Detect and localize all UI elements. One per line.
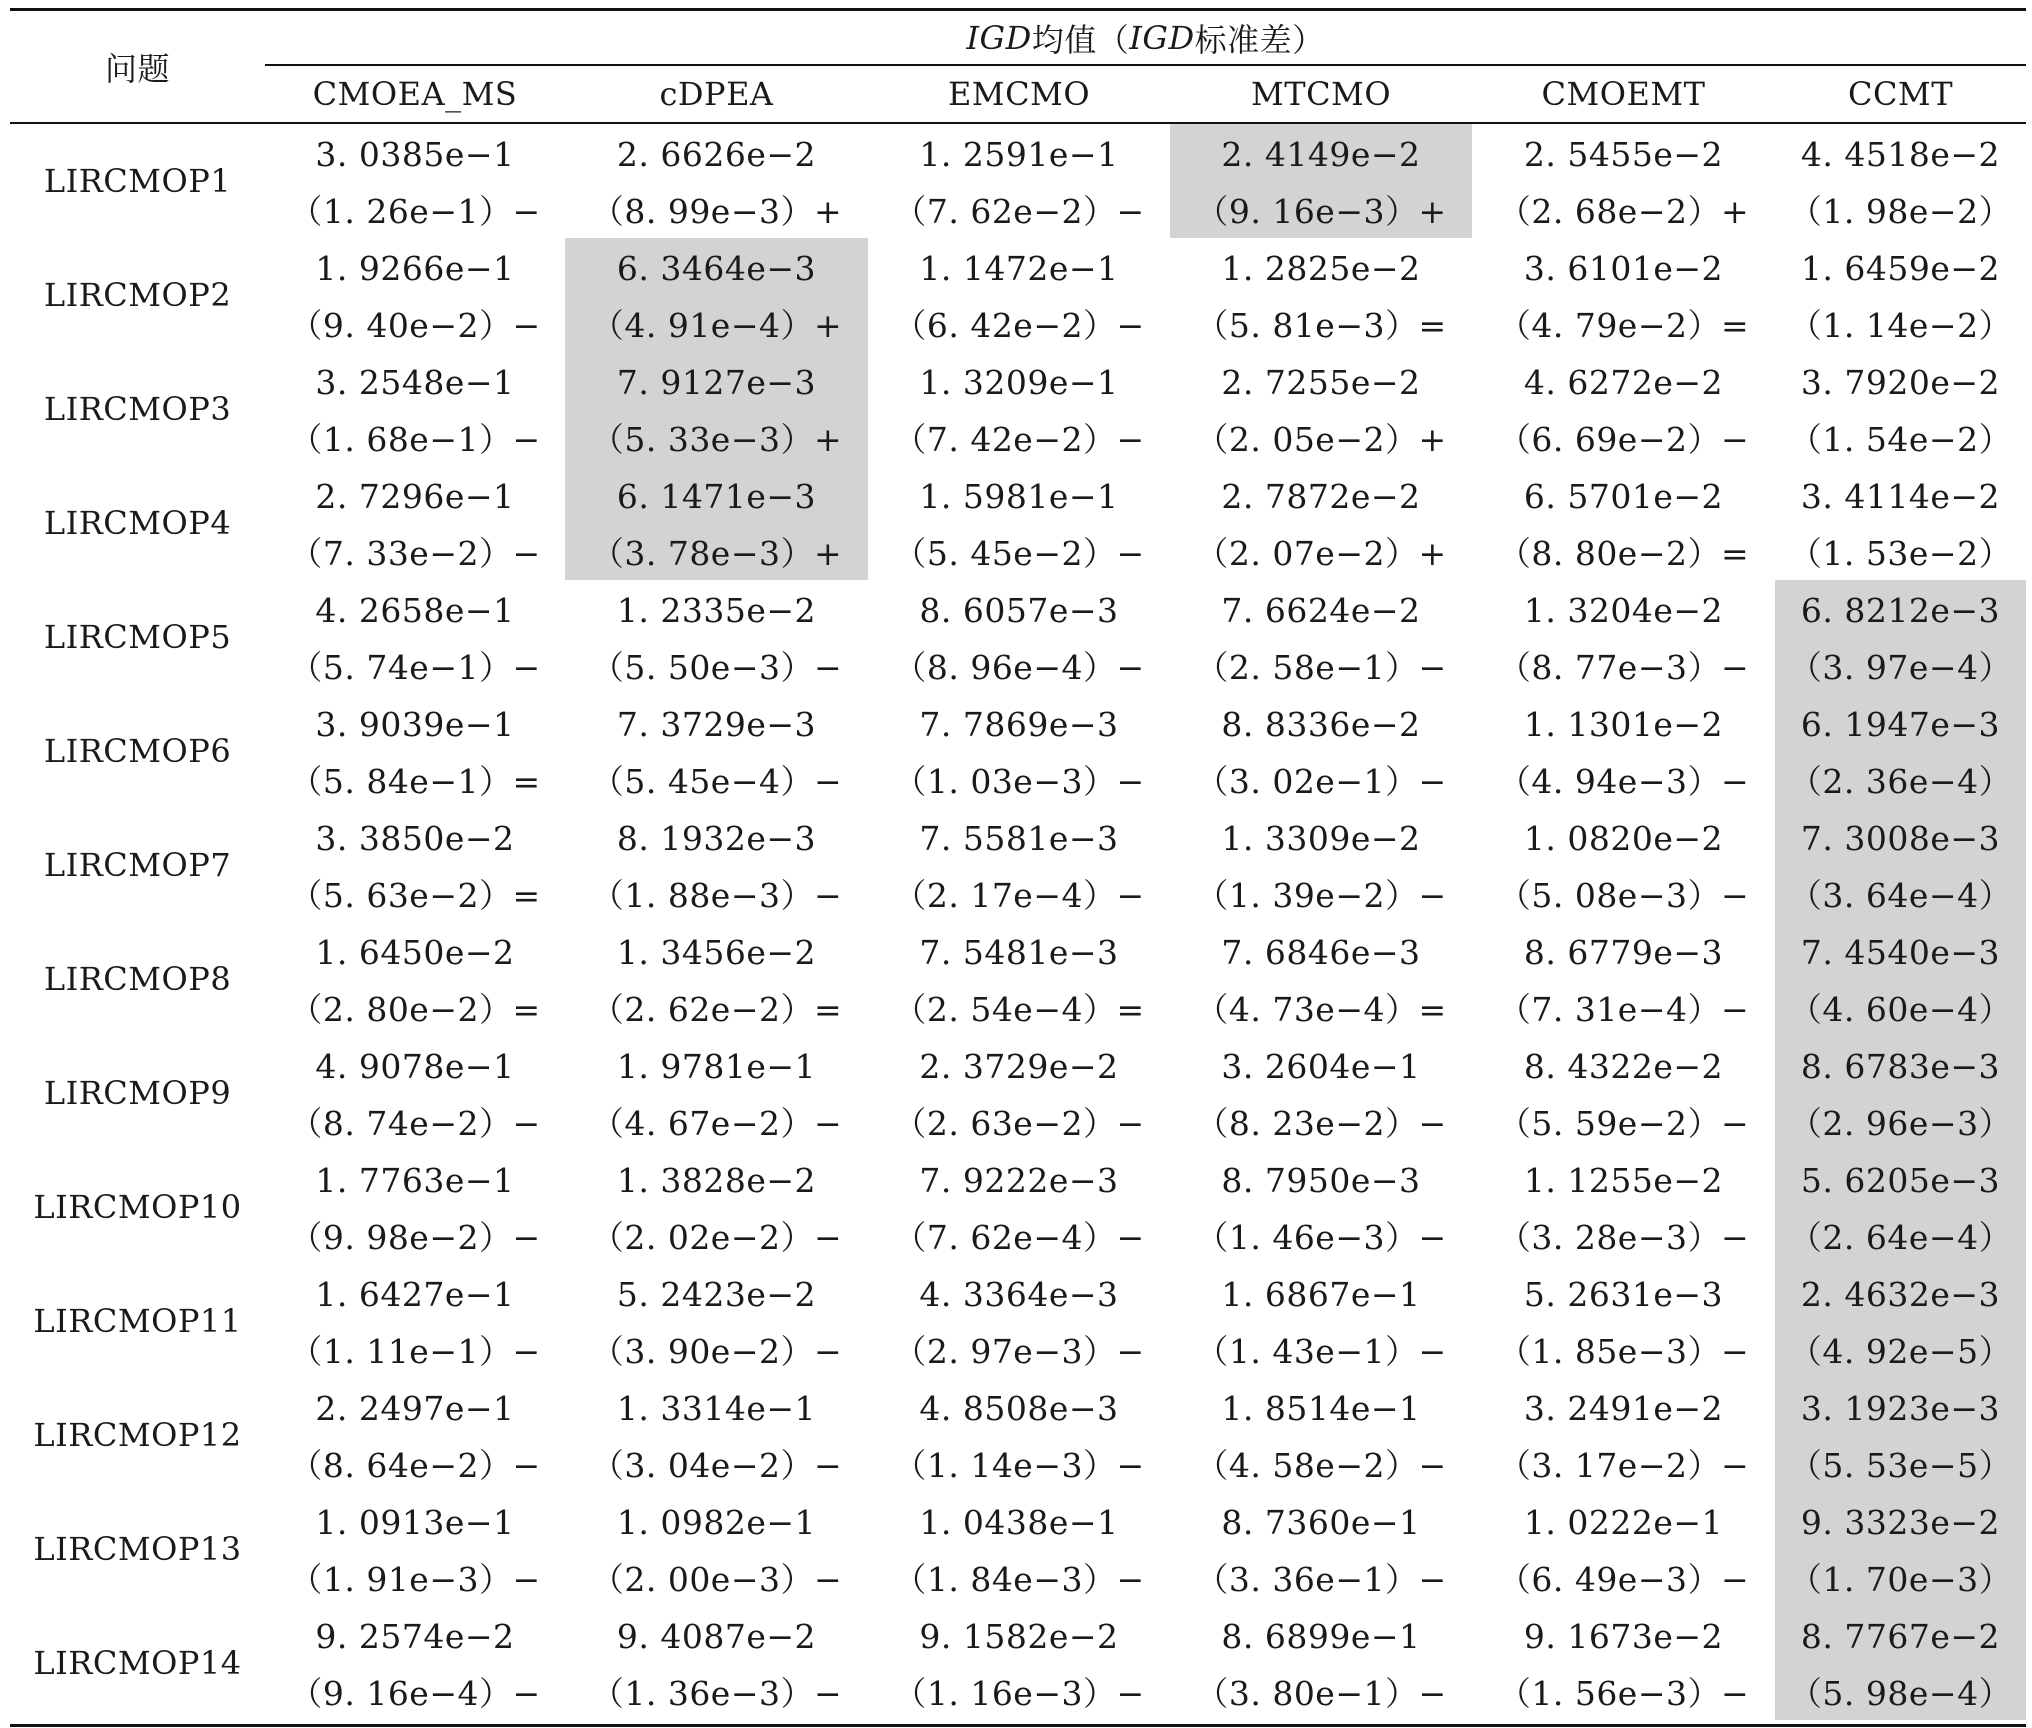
igd-mean: 3. 2604e−1: [1221, 1047, 1421, 1086]
igd-mean: 2. 7296e−1: [315, 477, 515, 516]
igd-std: （1. 88e−3）−: [590, 876, 843, 915]
igd-std: （7. 31e−4）−: [1497, 990, 1750, 1029]
igd-std: （2. 54e−4）=: [893, 990, 1145, 1029]
igd-mean: 1. 0913e−1: [315, 1503, 515, 1542]
group-header: [265, 11, 2026, 64]
igd-std: （5. 33e−3）+: [590, 420, 843, 459]
igd-mean: 2. 7872e−2: [1221, 477, 1421, 516]
group-header-std: 标准差）: [1194, 20, 1325, 59]
igd-mean: 5. 6205e−3: [1800, 1161, 2001, 1200]
igd-std: （3. 97e−4）: [1788, 648, 2013, 687]
group-header-igd: IGD: [966, 18, 1032, 57]
igd-std: （1. 36e−3）−: [590, 1674, 843, 1713]
igd-std: （2. 63e−2）−: [893, 1104, 1145, 1143]
igd-std: （9. 16e−4）−: [289, 1674, 541, 1713]
igd-mean: 3. 9039e−1: [315, 705, 515, 744]
igd-mean: 7. 6624e−2: [1221, 591, 1421, 630]
group-header-igd-2: IGD: [1129, 18, 1195, 57]
problem-name: LIRCMOP6: [43, 732, 232, 770]
igd-mean: 1. 3204e−2: [1523, 591, 1724, 630]
igd-mean: 5. 2423e−2: [616, 1275, 817, 1314]
igd-mean: 2. 6626e−2: [616, 135, 817, 174]
igd-mean: 1. 3209e−1: [919, 363, 1119, 402]
problem-name: LIRCMOP11: [33, 1302, 242, 1340]
igd-mean: 2. 4149e−2: [1221, 135, 1421, 174]
igd-std: （1. 84e−3）−: [893, 1560, 1145, 1599]
igd-std: （1. 26e−1）−: [289, 192, 541, 231]
igd-std: （5. 59e−2）−: [1497, 1104, 1750, 1143]
igd-std: （7. 62e−2）−: [893, 192, 1145, 231]
igd-std: （8. 77e−3）−: [1497, 648, 1750, 687]
igd-mean: 7. 9222e−3: [919, 1161, 1119, 1200]
column-header: CMOEA_MS: [312, 75, 518, 113]
igd-mean: 4. 9078e−1: [315, 1047, 515, 1086]
bottom-rule: [10, 1724, 2026, 1727]
problem-name: LIRCMOP2: [43, 276, 232, 314]
igd-mean: 7. 6846e−3: [1221, 933, 1421, 972]
igd-std: （3. 78e−3）+: [590, 534, 843, 573]
igd-mean: 1. 1301e−2: [1523, 705, 1724, 744]
igd-std: （1. 46e−3）−: [1195, 1218, 1447, 1257]
igd-std: （5. 74e−1）−: [289, 648, 541, 687]
igd-std: （7. 33e−2）−: [289, 534, 541, 573]
igd-std: （2. 97e−3）−: [893, 1332, 1145, 1371]
igd-mean: 8. 6783e−3: [1800, 1047, 2001, 1086]
igd-std: （2. 64e−4）: [1788, 1218, 2013, 1257]
igd-mean: 8. 6057e−3: [919, 591, 1119, 630]
column-header: CCMT: [1847, 75, 1954, 113]
igd-mean: 8. 7360e−1: [1221, 1503, 1421, 1542]
igd-std: （4. 60e−4）: [1788, 990, 2013, 1029]
igd-std: （1. 56e−3）−: [1497, 1674, 1750, 1713]
igd-std: （1. 14e−3）−: [893, 1446, 1145, 1485]
igd-mean: 1. 8514e−1: [1221, 1389, 1421, 1428]
igd-mean: 1. 6459e−2: [1800, 249, 2001, 288]
problem-header: [10, 11, 265, 122]
igd-mean: 7. 4540e−3: [1800, 933, 2001, 972]
igd-std: （2. 68e−2）+: [1497, 192, 1750, 231]
igd-std: （2. 58e−1）−: [1195, 648, 1447, 687]
igd-mean: 1. 0222e−1: [1523, 1503, 1724, 1542]
igd-std: （7. 62e−4）−: [893, 1218, 1145, 1257]
igd-mean: 3. 2491e−2: [1523, 1389, 1724, 1428]
problem-name: LIRCMOP14: [33, 1644, 242, 1682]
igd-std: （8. 23e−2）−: [1195, 1104, 1447, 1143]
igd-std: （4. 91e−4）+: [590, 306, 843, 345]
igd-mean: 2. 4632e−3: [1800, 1275, 2001, 1314]
problem-name: LIRCMOP3: [43, 390, 232, 428]
igd-mean: 2. 3729e−2: [919, 1047, 1119, 1086]
igd-std: （7. 42e−2）−: [893, 420, 1145, 459]
igd-mean: 1. 9781e−1: [616, 1047, 817, 1086]
igd-std: （1. 14e−2）: [1788, 306, 2013, 345]
igd-std: （5. 45e−4）−: [590, 762, 843, 801]
problem-header-label: 问题: [104, 49, 170, 88]
igd-std: （4. 67e−2）−: [590, 1104, 843, 1143]
igd-std: （8. 96e−4）−: [893, 648, 1145, 687]
igd-std: （9. 40e−2）−: [289, 306, 541, 345]
igd-mean: 6. 3464e−3: [616, 249, 817, 288]
igd-std: （1. 39e−2）−: [1195, 876, 1447, 915]
problem-name: LIRCMOP1: [43, 162, 232, 200]
igd-mean: 3. 3850e−2: [315, 819, 515, 858]
igd-std: （1. 43e−1）−: [1195, 1332, 1447, 1371]
igd-mean: 7. 5581e−3: [919, 819, 1119, 858]
igd-std: （2. 05e−2）+: [1195, 420, 1447, 459]
igd-std: （5. 63e−2）=: [289, 876, 541, 915]
igd-mean: 4. 6272e−2: [1523, 363, 1724, 402]
igd-mean: 6. 8212e−3: [1800, 591, 2001, 630]
igd-mean: 7. 3729e−3: [616, 705, 817, 744]
igd-std: （3. 36e−1）−: [1195, 1560, 1447, 1599]
igd-std: （5. 08e−3）−: [1497, 876, 1750, 915]
igd-mean: 1. 0982e−1: [616, 1503, 817, 1542]
igd-mean: 1. 5981e−1: [919, 477, 1119, 516]
igd-mean: 1. 1472e−1: [919, 249, 1119, 288]
igd-std: （1. 85e−3）−: [1497, 1332, 1750, 1371]
igd-mean: 4. 8508e−3: [919, 1389, 1119, 1428]
igd-mean: 2. 2497e−1: [315, 1389, 515, 1428]
problem-name: LIRCMOP8: [43, 960, 232, 998]
igd-mean: 1. 1255e−2: [1523, 1161, 1724, 1200]
problem-name: LIRCMOP13: [33, 1530, 242, 1568]
igd-mean: 8. 4322e−2: [1523, 1047, 1724, 1086]
igd-mean: 3. 1923e−3: [1800, 1389, 2001, 1428]
igd-mean: 1. 9266e−1: [315, 249, 515, 288]
igd-std: （4. 92e−5）: [1788, 1332, 2013, 1371]
problem-name: LIRCMOP5: [43, 618, 232, 656]
igd-std: （3. 02e−1）−: [1195, 762, 1447, 801]
igd-mean: 1. 6427e−1: [315, 1275, 515, 1314]
igd-mean: 7. 5481e−3: [919, 933, 1119, 972]
igd-mean: 5. 2631e−3: [1523, 1275, 1724, 1314]
igd-mean: 3. 2548e−1: [315, 363, 515, 402]
column-header: CMOEMT: [1541, 75, 1706, 113]
igd-std: （3. 90e−2）−: [590, 1332, 843, 1371]
igd-mean: 4. 2658e−1: [315, 591, 515, 630]
igd-std: （3. 28e−3）−: [1497, 1218, 1750, 1257]
igd-mean: 9. 1582e−2: [919, 1617, 1119, 1656]
igd-std: （1. 53e−2）: [1788, 534, 2013, 573]
igd-std: （1. 54e−2）: [1788, 420, 2013, 459]
igd-std: （5. 81e−3）=: [1195, 306, 1447, 345]
igd-std: （1. 03e−3）−: [893, 762, 1145, 801]
igd-std: （1. 91e−3）−: [289, 1560, 541, 1599]
igd-mean: 1. 2825e−2: [1221, 249, 1421, 288]
column-header: EMCMO: [947, 75, 1091, 113]
igd-mean: 3. 7920e−2: [1800, 363, 2001, 402]
igd-std: （2. 36e−4）: [1788, 762, 2013, 801]
igd-mean: 3. 6101e−2: [1523, 249, 1724, 288]
igd-mean: 8. 1932e−3: [616, 819, 817, 858]
igd-mean: 2. 7255e−2: [1221, 363, 1421, 402]
igd-mean: 1. 2335e−2: [616, 591, 817, 630]
igd-std: （1. 98e−2）: [1788, 192, 2013, 231]
igd-std: （5. 84e−1）=: [289, 762, 541, 801]
header-bottom-rule: [10, 122, 2026, 124]
igd-mean: 1. 3309e−2: [1221, 819, 1421, 858]
igd-mean: 1. 3456e−2: [616, 933, 817, 972]
igd-mean: 3. 4114e−2: [1800, 477, 2001, 516]
igd-std: （2. 07e−2）+: [1195, 534, 1447, 573]
igd-std: （5. 45e−2）−: [893, 534, 1145, 573]
igd-mean: 8. 6779e−3: [1523, 933, 1724, 972]
igd-mean: 6. 1471e−3: [616, 477, 817, 516]
igd-mean: 1. 6450e−2: [315, 933, 515, 972]
igd-mean: 1. 7763e−1: [315, 1161, 515, 1200]
group-header-mean: 均值（: [1031, 20, 1130, 59]
igd-std: （9. 98e−2）−: [289, 1218, 541, 1257]
igd-mean: 9. 1673e−2: [1523, 1617, 1724, 1656]
igd-std: （5. 98e−4）: [1788, 1674, 2013, 1713]
igd-mean: 7. 3008e−3: [1800, 819, 2001, 858]
igd-std: （2. 96e−3）: [1788, 1104, 2013, 1143]
igd-mean: 2. 5455e−2: [1523, 135, 1724, 174]
igd-mean: 9. 4087e−2: [616, 1617, 817, 1656]
igd-std: （4. 73e−4）=: [1195, 990, 1447, 1029]
igd-mean: 1. 6867e−1: [1221, 1275, 1421, 1314]
problem-name: LIRCMOP12: [33, 1416, 242, 1454]
igd-std: （3. 17e−2）−: [1497, 1446, 1750, 1485]
igd-std: （2. 17e−4）−: [893, 876, 1145, 915]
igd-mean: 1. 2591e−1: [919, 135, 1119, 174]
igd-mean: 3. 0385e−1: [315, 135, 515, 174]
igd-mean: 8. 6899e−1: [1221, 1617, 1421, 1656]
igd-std: （3. 04e−2）−: [590, 1446, 843, 1485]
problem-name: LIRCMOP9: [43, 1074, 232, 1112]
igd-std: （2. 00e−3）−: [590, 1560, 843, 1599]
igd-mean: 1. 3828e−2: [616, 1161, 817, 1200]
igd-std: （6. 69e−2）−: [1497, 420, 1750, 459]
igd-mean: 4. 3364e−3: [919, 1275, 1119, 1314]
igd-std: （4. 79e−2）=: [1497, 306, 1750, 345]
igd-std: （2. 80e−2）=: [289, 990, 541, 1029]
igd-mean: 9. 2574e−2: [315, 1617, 515, 1656]
igd-std: （4. 94e−3）−: [1497, 762, 1750, 801]
igd-mean: 6. 5701e−2: [1523, 477, 1724, 516]
igd-mean: 1. 0820e−2: [1523, 819, 1724, 858]
igd-std: （8. 74e−2）−: [289, 1104, 541, 1143]
igd-std: （3. 80e−1）−: [1195, 1674, 1447, 1713]
problem-name: LIRCMOP7: [43, 846, 232, 884]
igd-std: （3. 64e−4）: [1788, 876, 2013, 915]
igd-std: （6. 42e−2）−: [893, 306, 1145, 345]
igd-mean: 4. 4518e−2: [1800, 135, 2001, 174]
igd-std: （1. 11e−1）−: [289, 1332, 541, 1371]
igd-mean: 8. 7767e−2: [1800, 1617, 2001, 1656]
igd-std: （1. 68e−1）−: [289, 420, 541, 459]
igd-std: （8. 64e−2）−: [289, 1446, 541, 1485]
igd-std: （2. 02e−2）−: [590, 1218, 843, 1257]
problem-name: LIRCMOP10: [33, 1188, 242, 1226]
igd-mean: 6. 1947e−3: [1800, 705, 2001, 744]
igd-mean: 1. 0438e−1: [919, 1503, 1119, 1542]
igd-mean: 8. 8336e−2: [1221, 705, 1421, 744]
igd-mean: 7. 7869e−3: [919, 705, 1119, 744]
igd-std: （5. 53e−5）: [1788, 1446, 2013, 1485]
igd-mean: 7. 9127e−3: [616, 363, 817, 402]
igd-std: （2. 62e−2）=: [590, 990, 843, 1029]
column-header: cDPEA: [659, 75, 774, 113]
igd-mean: 9. 3323e−2: [1800, 1503, 2001, 1542]
igd-std: （5. 50e−3）−: [590, 648, 843, 687]
igd-std: （1. 16e−3）−: [893, 1674, 1145, 1713]
igd-std: （1. 70e−3）: [1788, 1560, 2013, 1599]
igd-std: （6. 49e−3）−: [1497, 1560, 1750, 1599]
igd-std: （9. 16e−3）+: [1195, 192, 1447, 231]
igd-std: （8. 99e−3）+: [590, 192, 843, 231]
igd-std: （4. 58e−2）−: [1195, 1446, 1447, 1485]
problem-name: LIRCMOP4: [43, 504, 232, 542]
column-header: MTCMO: [1250, 75, 1392, 113]
igd-std: （8. 80e−2）=: [1497, 534, 1750, 573]
igd-mean: 8. 7950e−3: [1221, 1161, 1421, 1200]
igd-mean: 1. 3314e−1: [616, 1389, 817, 1428]
